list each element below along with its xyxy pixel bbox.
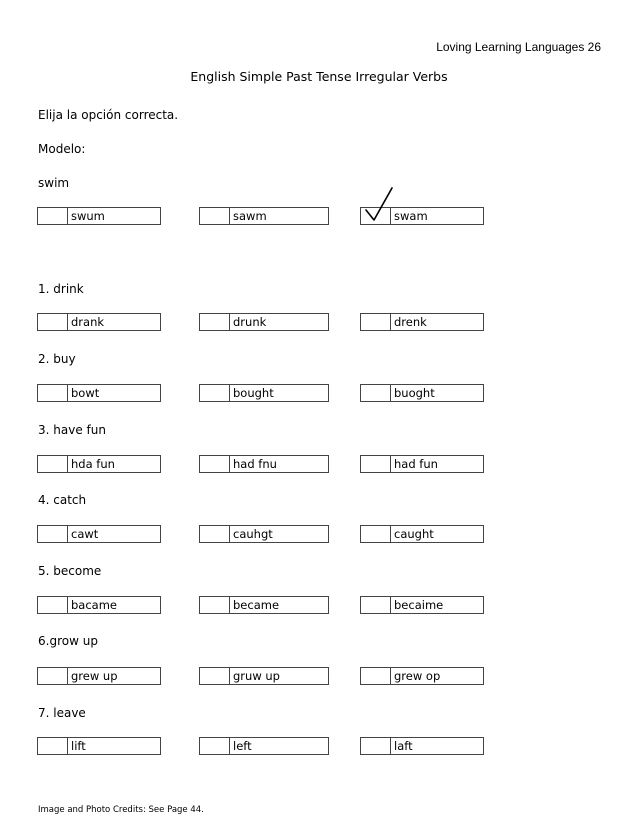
option-label: swum [71,209,105,223]
option-checkbox[interactable] [361,456,391,472]
option-checkbox[interactable] [38,208,68,224]
option-label: sawm [233,209,267,223]
option-checkbox[interactable] [361,668,391,684]
question-7-option-a[interactable] [37,737,161,755]
option-checkbox[interactable] [38,314,68,330]
checkmark-icon [364,186,396,226]
question-2-option-c[interactable] [360,384,484,402]
page-header: Loving Learning Languages 26 [436,40,601,54]
option-checkbox[interactable] [200,526,230,542]
option-label: lift [71,739,86,753]
question-6-prompt: 6.grow up [38,634,98,648]
question-6-option-c[interactable] [360,667,484,685]
question-4-prompt: 4. catch [38,493,87,507]
option-checkbox[interactable] [38,456,68,472]
option-label: became [233,598,280,612]
question-7-prompt: 7. leave [38,706,86,720]
option-label: laft [394,739,413,753]
instruction-text: Elija la opción correcta. [38,108,179,122]
option-label: had fun [394,457,438,471]
option-label: drank [71,315,105,329]
question-2-prompt: 2. buy [38,352,76,366]
option-label: cawt [71,527,99,541]
question-6-option-a[interactable] [37,667,161,685]
option-checkbox[interactable] [38,668,68,684]
question-2-option-a[interactable] [37,384,161,402]
question-3-option-a[interactable] [37,455,161,473]
option-label: swam [394,209,428,223]
option-label: left [233,739,252,753]
option-checkbox[interactable] [361,597,391,613]
option-checkbox[interactable] [200,597,230,613]
option-checkbox[interactable] [200,385,230,401]
question-5-option-b[interactable] [199,596,329,614]
question-1-option-b[interactable] [199,313,329,331]
option-label: drenk [394,315,427,329]
option-label: caught [394,527,434,541]
question-5-option-a[interactable] [37,596,161,614]
option-checkbox[interactable] [361,738,391,754]
option-label: drunk [233,315,267,329]
option-label: had fnu [233,457,277,471]
option-label: grew op [394,669,441,683]
option-checkbox[interactable] [361,385,391,401]
option-label: buoght [394,386,435,400]
question-1-option-c[interactable] [360,313,484,331]
model-option-b[interactable] [199,207,329,225]
question-4-option-c[interactable] [360,525,484,543]
option-label: gruw up [233,669,280,683]
option-checkbox[interactable] [38,738,68,754]
option-checkbox[interactable] [38,526,68,542]
option-label: hda fun [71,457,115,471]
question-3-option-c[interactable] [360,455,484,473]
model-label: Modelo: [38,142,86,156]
model-prompt: swim [38,176,70,190]
question-4-option-b[interactable] [199,525,329,543]
option-label: becaime [394,598,444,612]
option-checkbox[interactable] [361,526,391,542]
option-checkbox[interactable] [200,738,230,754]
question-5-option-c[interactable] [360,596,484,614]
option-checkbox[interactable] [38,597,68,613]
option-checkbox[interactable] [38,385,68,401]
option-checkbox[interactable] [200,456,230,472]
option-label: bowt [71,386,100,400]
option-checkbox[interactable] [361,314,391,330]
question-1-option-a[interactable] [37,313,161,331]
question-1-prompt: 1. drink [38,282,84,296]
question-3-prompt: 3. have fun [38,423,106,437]
credits-footer: Image and Photo Credits: See Page 44. [38,805,204,815]
question-3-option-b[interactable] [199,455,329,473]
option-label: grew up [71,669,118,683]
question-7-option-b[interactable] [199,737,329,755]
option-checkbox[interactable] [200,668,230,684]
option-checkbox[interactable] [200,208,230,224]
model-option-a[interactable] [37,207,161,225]
worksheet-title: English Simple Past Tense Irregular Verbs [190,69,448,84]
question-2-option-b[interactable] [199,384,329,402]
question-4-option-a[interactable] [37,525,161,543]
option-label: bacame [71,598,117,612]
question-6-option-b[interactable] [199,667,329,685]
question-7-option-c[interactable] [360,737,484,755]
option-checkbox[interactable] [200,314,230,330]
option-label: bought [233,386,274,400]
option-label: cauhgt [233,527,273,541]
question-5-prompt: 5. become [38,564,102,578]
